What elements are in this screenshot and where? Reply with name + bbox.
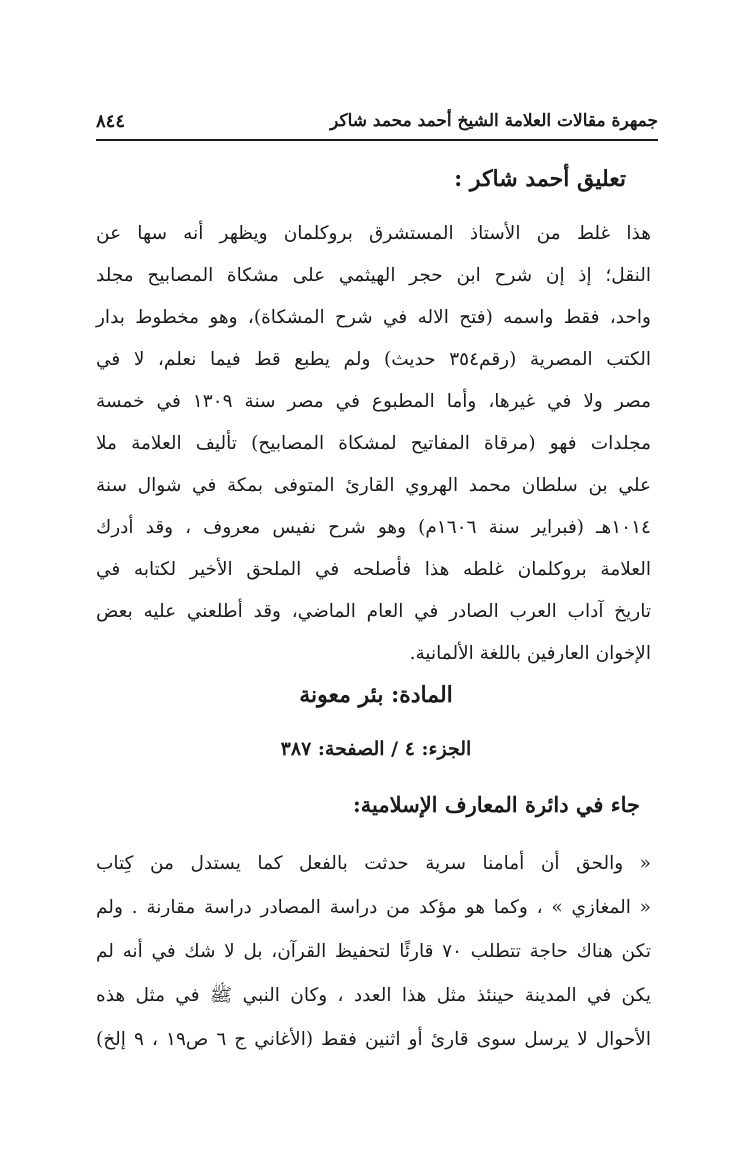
paragraph-line: النقل؛ إذ إن شرح ابن حجر الهيثمي على مشكاة المصابيح مجلد [96, 265, 651, 286]
paragraph-line: مصر ولا في غيرها، وأما المطبوع في مصر سنة ١٣٠٩ في خمسة [96, 391, 651, 412]
quote-line: تكن هناك حاجة تتطلب ٧٠ قارئًا لتحفيظ القرآن، بل لا شك في أنه لم [96, 941, 651, 962]
running-title: جمهرة مقالات العلامة الشيخ أحمد محمد شاكر [330, 111, 658, 131]
quote-line: يكن في المدينة حينئذ مثل هذا العدد ، وكان النبي ﷺ في مثل هذه [96, 985, 651, 1006]
paragraph-line: علي بن سلطان محمد الهروي القارئ المتوفى بمكة في شوال سنة [96, 475, 651, 496]
subject-heading: المادة: بئر معونة [299, 682, 453, 708]
paragraph-line: العلامة بروكلمان غلطه هذا فأصلحه في الملحق الأخير لكتابه في [96, 559, 651, 580]
page-number: ٨٤٤ [96, 111, 126, 132]
quote-paragraph [96, 842, 651, 1062]
quote-line: « والحق أن أمامنا سرية حدثت بالفعل كما يستدل من كِتاب [96, 853, 651, 874]
paragraph-line: الكتب المصرية (رقم٣٥٤ حديث) ولم يطبع قط فيما نعلم، لا في [96, 349, 651, 370]
quote-line: « المغازي » ، وكما هو مؤكد من دراسة المصادر دراسة مقارنة . ولم [96, 897, 651, 918]
paragraph-line: تاريخ آداب العرب الصادر في العام الماضي، وقد أطلعني عليه بعض [96, 601, 651, 622]
encyclopedia-heading: جاء في دائرة المعارف الإسلامية: [352, 792, 640, 817]
volume-page-reference: الجزء: ٤ / الصفحة: ٣٨٧ [280, 738, 472, 760]
paragraph-line: واحد، فقط واسمه (فتح الاله في شرح المشكاة)، وهو مخطوط بدار [96, 307, 651, 328]
quote-line: الأحوال لا يرسل سوى قارئ أو اثنين فقط (الأغاني ج ٦ ص١٩ ، ٩ إلخ) [96, 1029, 651, 1050]
header-rule [96, 139, 658, 141]
running-header [96, 103, 658, 143]
paragraph-line: الإخوان العارفين باللغة الألمانية. [409, 643, 651, 664]
comment-paragraph [96, 213, 651, 675]
paragraph-line: ١٠١٤هـ (فبراير سنة ١٦٠٦م) وهو شرح نفيس معروف ، وقد أدرك [96, 517, 651, 538]
paragraph-line: مجلدات فهو (مرقاة المفاتيح لمشكاة المصابيح) تأليف العلامة ملا [96, 433, 651, 454]
comment-heading: تعليق أحمد شاكر : [454, 166, 626, 192]
paragraph-line: هذا غلط من الأستاذ المستشرق بروكلمان ويظهر أنه سها عن [96, 223, 651, 244]
